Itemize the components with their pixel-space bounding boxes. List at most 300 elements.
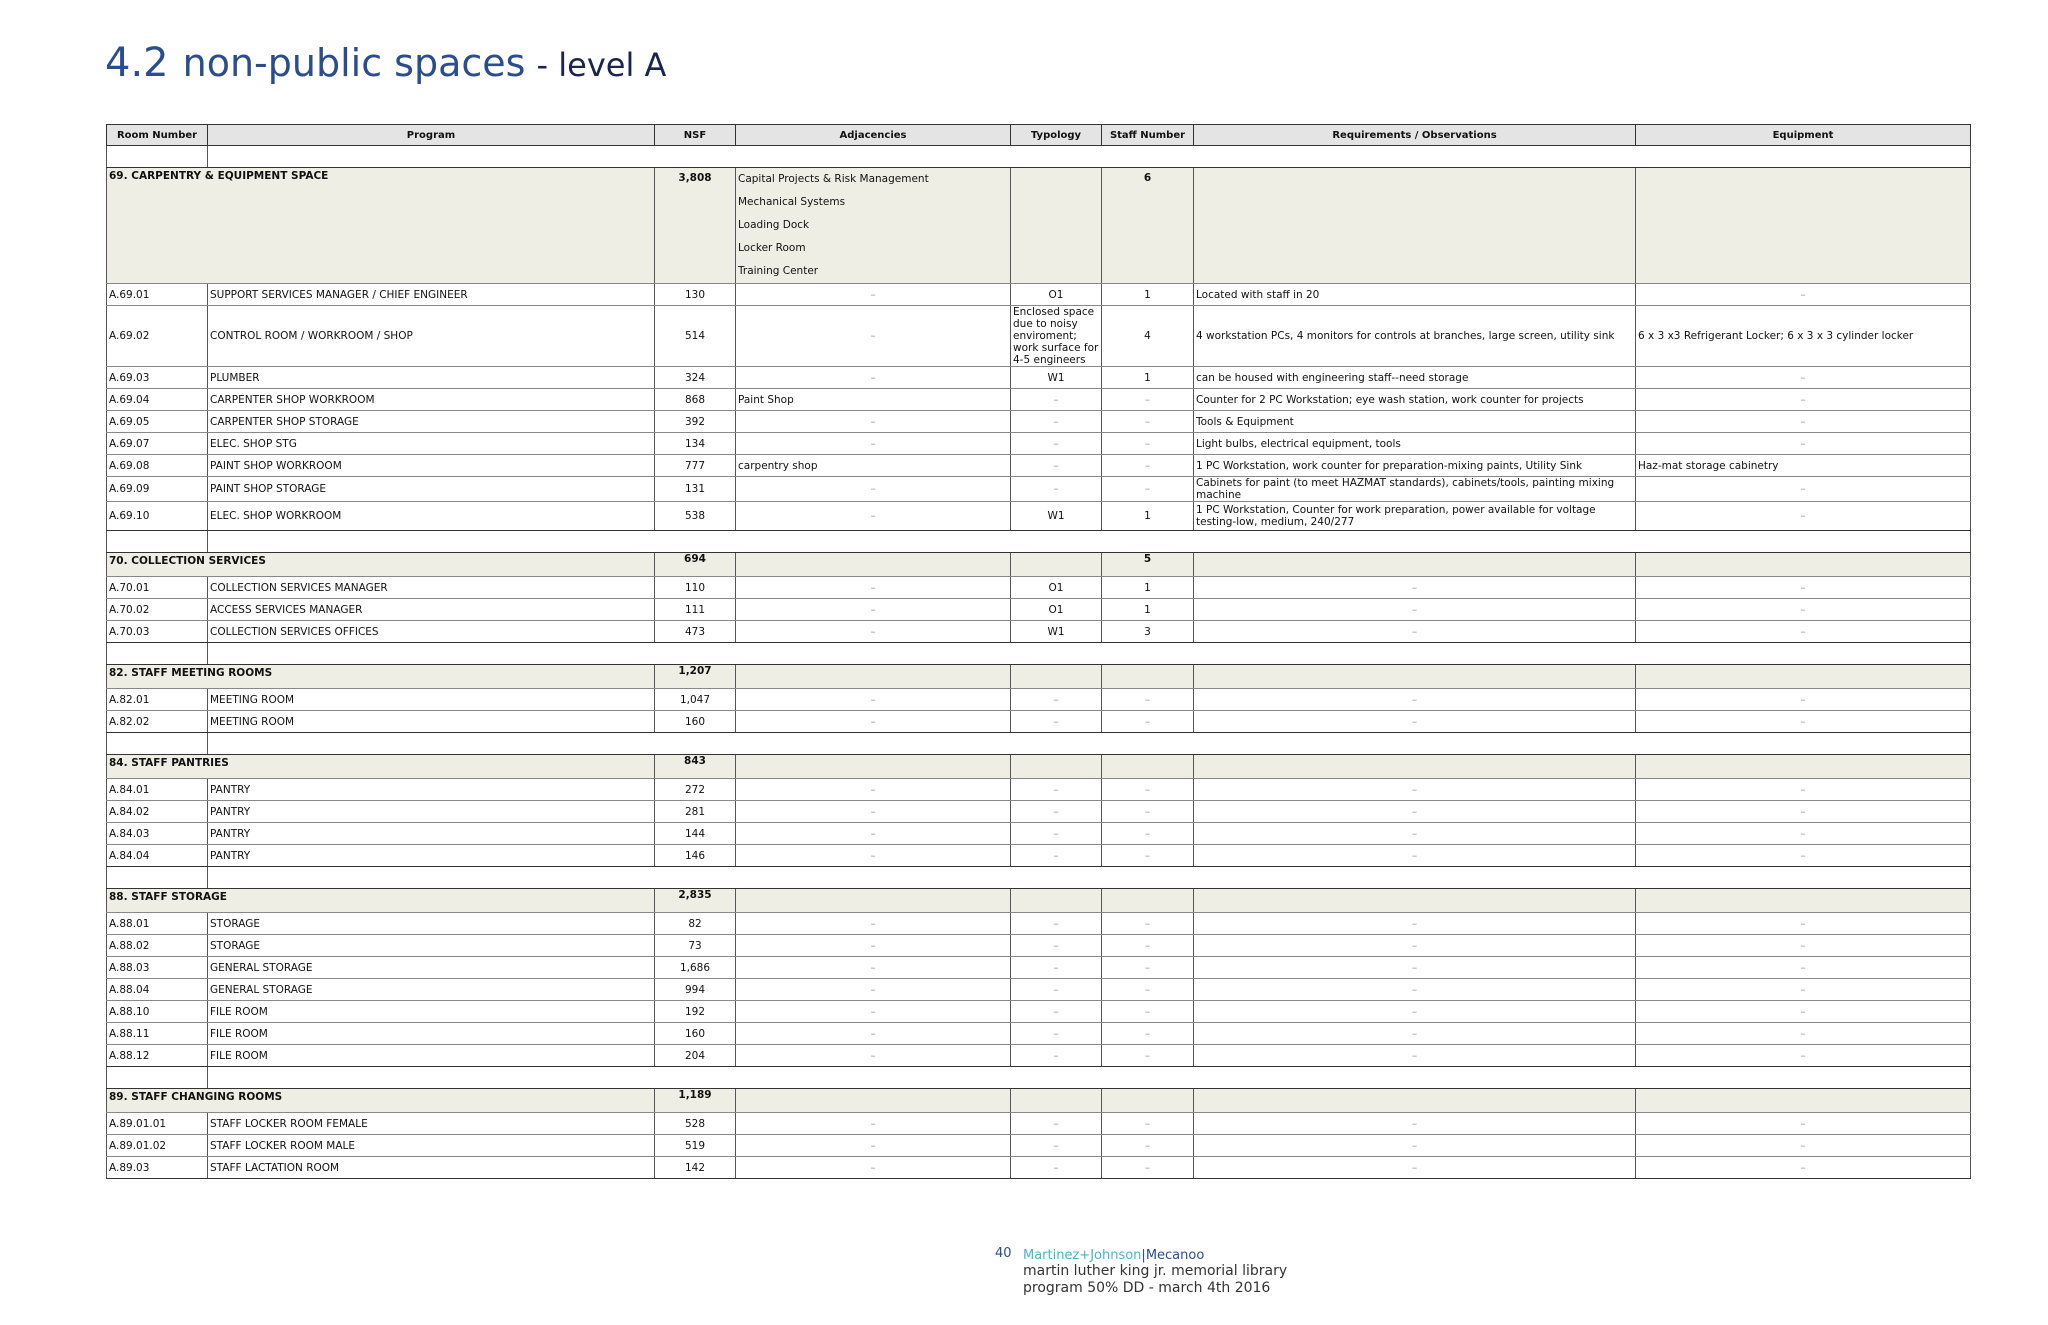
- adjacency-cell: carpentry shop: [736, 455, 1011, 477]
- room-number: A.84.02: [107, 801, 208, 823]
- typology-cell: –: [1011, 1135, 1102, 1157]
- staff-cell: 3: [1102, 621, 1194, 643]
- adjacency-cell: –: [736, 689, 1011, 711]
- footer-project: martin luther king jr. memorial library: [1023, 1263, 1288, 1279]
- table-row: [107, 621, 1971, 643]
- program-table: [106, 124, 1971, 1179]
- section-typology: [1011, 1089, 1102, 1113]
- room-number: A.84.01: [107, 779, 208, 801]
- requirements-cell: Tools & Equipment: [1194, 411, 1636, 433]
- program-name: CARPENTER SHOP STORAGE: [208, 411, 655, 433]
- nsf-value: 519: [655, 1135, 736, 1157]
- equipment-cell: –: [1636, 1001, 1971, 1023]
- room-number: A.69.03: [107, 367, 208, 389]
- spacer-cell: [208, 146, 1971, 168]
- spacer-cell: [208, 1067, 1971, 1089]
- equipment-cell: –: [1636, 1023, 1971, 1045]
- section-row: [107, 665, 1971, 689]
- room-number: A.69.01: [107, 284, 208, 306]
- table-row: [107, 599, 1971, 621]
- equipment-cell: –: [1636, 389, 1971, 411]
- spacer-row: [107, 531, 1971, 553]
- program-name: CONTROL ROOM / WORKROOM / SHOP: [208, 306, 655, 367]
- staff-cell: –: [1102, 823, 1194, 845]
- staff-cell: –: [1102, 1001, 1194, 1023]
- section-equipment: [1636, 1089, 1971, 1113]
- nsf-value: 160: [655, 1023, 736, 1045]
- program-name: STAFF LOCKER ROOM FEMALE: [208, 1113, 655, 1135]
- section-nsf: 1,207: [655, 665, 736, 689]
- adjacency-cell: –: [736, 284, 1011, 306]
- typology-cell: –: [1011, 389, 1102, 411]
- section-row: [107, 889, 1971, 913]
- equipment-cell: –: [1636, 1157, 1971, 1179]
- section-staff: [1102, 889, 1194, 913]
- section-name: 82. STAFF MEETING ROOMS: [107, 665, 655, 689]
- typology-cell: –: [1011, 477, 1102, 502]
- table-row: [107, 801, 1971, 823]
- requirements-cell: Cabinets for paint (to meet HAZMAT standards), cabinets/tools, painting mixing machine: [1194, 477, 1636, 502]
- section-row: [107, 168, 1971, 284]
- column-header: Requirements / Observations: [1194, 125, 1636, 146]
- adjacency-cell: –: [736, 621, 1011, 643]
- footer-date: program 50% DD - march 4th 2016: [1023, 1280, 1271, 1296]
- staff-cell: –: [1102, 411, 1194, 433]
- requirements-cell: –: [1194, 845, 1636, 867]
- section-number: 4.2: [105, 40, 169, 86]
- table-row: [107, 477, 1971, 502]
- typology-cell: –: [1011, 779, 1102, 801]
- program-name: STAFF LACTATION ROOM: [208, 1157, 655, 1179]
- spacer-cell: [208, 643, 1971, 665]
- table-row: [107, 284, 1971, 306]
- staff-cell: 1: [1102, 367, 1194, 389]
- program-name: FILE ROOM: [208, 1045, 655, 1067]
- table-row: [107, 367, 1971, 389]
- room-number: A.69.08: [107, 455, 208, 477]
- adjacency-cell: –: [736, 913, 1011, 935]
- program-name: ELEC. SHOP WORKROOM: [208, 502, 655, 531]
- program-name: ELEC. SHOP STG: [208, 433, 655, 455]
- equipment-cell: –: [1636, 433, 1971, 455]
- requirements-cell: –: [1194, 935, 1636, 957]
- equipment-cell: –: [1636, 1113, 1971, 1135]
- staff-cell: –: [1102, 433, 1194, 455]
- staff-cell: 1: [1102, 599, 1194, 621]
- adjacency-cell: –: [736, 779, 1011, 801]
- table-row: [107, 1157, 1971, 1179]
- room-number: A.84.03: [107, 823, 208, 845]
- program-name: PANTRY: [208, 779, 655, 801]
- adjacency-cell: –: [736, 1157, 1011, 1179]
- requirements-cell: –: [1194, 711, 1636, 733]
- room-number: A.88.10: [107, 1001, 208, 1023]
- program-name: STAFF LOCKER ROOM MALE: [208, 1135, 655, 1157]
- room-number: A.69.05: [107, 411, 208, 433]
- program-name: GENERAL STORAGE: [208, 979, 655, 1001]
- table-row: [107, 1135, 1971, 1157]
- nsf-value: 73: [655, 935, 736, 957]
- adjacency-cell: –: [736, 979, 1011, 1001]
- nsf-value: 392: [655, 411, 736, 433]
- spacer-cell: [107, 867, 208, 889]
- staff-cell: –: [1102, 389, 1194, 411]
- requirements-cell: 1 PC Workstation, Counter for work preparation, power available for voltage testing-low, medium, 240/277: [1194, 502, 1636, 531]
- section-nsf: 1,189: [655, 1089, 736, 1113]
- adjacency-cell: –: [736, 367, 1011, 389]
- spacer-row: [107, 1067, 1971, 1089]
- nsf-value: 473: [655, 621, 736, 643]
- nsf-value: 160: [655, 711, 736, 733]
- column-header: Program: [208, 125, 655, 146]
- equipment-cell: –: [1636, 284, 1971, 306]
- requirements-cell: –: [1194, 1001, 1636, 1023]
- program-name: ACCESS SERVICES MANAGER: [208, 599, 655, 621]
- equipment-cell: –: [1636, 913, 1971, 935]
- equipment-cell: –: [1636, 845, 1971, 867]
- program-name: FILE ROOM: [208, 1001, 655, 1023]
- equipment-cell: –: [1636, 979, 1971, 1001]
- section-equipment: [1636, 665, 1971, 689]
- section-typology: [1011, 755, 1102, 779]
- room-number: A.70.03: [107, 621, 208, 643]
- room-number: A.69.09: [107, 477, 208, 502]
- room-number: A.82.02: [107, 711, 208, 733]
- room-number: A.88.11: [107, 1023, 208, 1045]
- adjacency-item: Capital Projects & Risk Management: [738, 173, 929, 185]
- adjacency-cell: –: [736, 711, 1011, 733]
- section-equipment: [1636, 755, 1971, 779]
- requirements-cell: –: [1194, 913, 1636, 935]
- table-row: [107, 979, 1971, 1001]
- nsf-value: 131: [655, 477, 736, 502]
- column-header: Room Number: [107, 125, 208, 146]
- requirements-cell: 4 workstation PCs, 4 monitors for controls at branches, large screen, utility sink: [1194, 306, 1636, 367]
- nsf-value: 324: [655, 367, 736, 389]
- equipment-cell: Haz-mat storage cabinetry: [1636, 455, 1971, 477]
- section-staff: 6: [1102, 168, 1194, 284]
- staff-cell: –: [1102, 801, 1194, 823]
- requirements-cell: –: [1194, 1157, 1636, 1179]
- spacer-cell: [208, 867, 1971, 889]
- section-typology: [1011, 553, 1102, 577]
- nsf-value: 528: [655, 1113, 736, 1135]
- program-name: PAINT SHOP STORAGE: [208, 477, 655, 502]
- firm-name-1: Martinez+Johnson: [1023, 1248, 1142, 1263]
- staff-cell: –: [1102, 1045, 1194, 1067]
- adjacency-cell: –: [736, 1113, 1011, 1135]
- section-name: 88. STAFF STORAGE: [107, 889, 655, 913]
- adjacency-cell: –: [736, 433, 1011, 455]
- program-name: PLUMBER: [208, 367, 655, 389]
- adjacency-item: Training Center: [738, 265, 819, 277]
- room-number: A.69.07: [107, 433, 208, 455]
- adjacency-cell: –: [736, 1135, 1011, 1157]
- adjacency-cell: –: [736, 411, 1011, 433]
- requirements-cell: can be housed with engineering staff--need storage: [1194, 367, 1636, 389]
- table-row: [107, 306, 1971, 367]
- section-typology: [1011, 665, 1102, 689]
- section-staff: 5: [1102, 553, 1194, 577]
- typology-cell: Enclosed space due to noisy enviroment; work surface for 4-5 engineers: [1011, 306, 1102, 367]
- room-number: A.88.01: [107, 913, 208, 935]
- staff-cell: –: [1102, 913, 1194, 935]
- program-name: COLLECTION SERVICES MANAGER: [208, 577, 655, 599]
- spacer-row: [107, 146, 1971, 168]
- room-number: A.88.02: [107, 935, 208, 957]
- table-row: [107, 1001, 1971, 1023]
- section-typology: [1011, 889, 1102, 913]
- requirements-cell: 1 PC Workstation, work counter for preparation-mixing paints, Utility Sink: [1194, 455, 1636, 477]
- typology-cell: –: [1011, 433, 1102, 455]
- spacer-cell: [107, 146, 208, 168]
- section-row: [107, 553, 1971, 577]
- requirements-cell: –: [1194, 823, 1636, 845]
- adjacency-cell: –: [736, 306, 1011, 367]
- section-requirements: [1194, 553, 1636, 577]
- page-number: 40: [995, 1246, 1012, 1261]
- requirements-cell: –: [1194, 1045, 1636, 1067]
- spacer-row: [107, 733, 1971, 755]
- equipment-cell: –: [1636, 1135, 1971, 1157]
- nsf-value: 204: [655, 1045, 736, 1067]
- section-requirements: [1194, 889, 1636, 913]
- section-staff: [1102, 755, 1194, 779]
- staff-cell: 4: [1102, 306, 1194, 367]
- typology-cell: –: [1011, 1045, 1102, 1067]
- section-nsf: 2,835: [655, 889, 736, 913]
- room-number: A.88.12: [107, 1045, 208, 1067]
- nsf-value: 994: [655, 979, 736, 1001]
- program-name: COLLECTION SERVICES OFFICES: [208, 621, 655, 643]
- adjacency-cell: –: [736, 935, 1011, 957]
- program-name: STORAGE: [208, 913, 655, 935]
- section-name: 70. COLLECTION SERVICES: [107, 553, 655, 577]
- equipment-cell: –: [1636, 367, 1971, 389]
- room-number: A.89.01.02: [107, 1135, 208, 1157]
- page-title: [105, 40, 666, 86]
- section-adjacencies: [736, 168, 1011, 284]
- typology-cell: –: [1011, 711, 1102, 733]
- nsf-value: 144: [655, 823, 736, 845]
- room-number: A.88.04: [107, 979, 208, 1001]
- spacer-cell: [107, 733, 208, 755]
- program-name: SUPPORT SERVICES MANAGER / CHIEF ENGINEER: [208, 284, 655, 306]
- room-number: A.70.02: [107, 599, 208, 621]
- program-name: PANTRY: [208, 845, 655, 867]
- section-nsf: 694: [655, 553, 736, 577]
- requirements-cell: –: [1194, 1135, 1636, 1157]
- typology-cell: –: [1011, 1113, 1102, 1135]
- column-header: Equipment: [1636, 125, 1971, 146]
- adjacency-cell: –: [736, 957, 1011, 979]
- table-header: [107, 125, 1971, 146]
- section-requirements: [1194, 755, 1636, 779]
- section-row: [107, 755, 1971, 779]
- adjacency-cell: –: [736, 823, 1011, 845]
- section-adjacencies: [736, 553, 1011, 577]
- staff-cell: –: [1102, 1023, 1194, 1045]
- staff-cell: –: [1102, 957, 1194, 979]
- staff-cell: –: [1102, 1157, 1194, 1179]
- equipment-cell: –: [1636, 577, 1971, 599]
- column-header: NSF: [655, 125, 736, 146]
- typology-cell: –: [1011, 913, 1102, 935]
- section-staff: [1102, 665, 1194, 689]
- adjacency-cell: –: [736, 502, 1011, 531]
- spacer-cell: [107, 1067, 208, 1089]
- spacer-cell: [208, 733, 1971, 755]
- adjacency-cell: –: [736, 845, 1011, 867]
- requirements-cell: –: [1194, 1023, 1636, 1045]
- staff-cell: 1: [1102, 502, 1194, 531]
- nsf-value: 110: [655, 577, 736, 599]
- table-row: [107, 1045, 1971, 1067]
- typology-cell: –: [1011, 979, 1102, 1001]
- typology-cell: O1: [1011, 577, 1102, 599]
- table-row: [107, 845, 1971, 867]
- room-number: A.84.04: [107, 845, 208, 867]
- equipment-cell: –: [1636, 779, 1971, 801]
- staff-cell: –: [1102, 1113, 1194, 1135]
- table-row: [107, 502, 1971, 531]
- typology-cell: –: [1011, 801, 1102, 823]
- equipment-cell: –: [1636, 689, 1971, 711]
- room-number: A.69.04: [107, 389, 208, 411]
- room-number: A.89.03: [107, 1157, 208, 1179]
- nsf-value: 111: [655, 599, 736, 621]
- staff-cell: –: [1102, 779, 1194, 801]
- program-name: PANTRY: [208, 801, 655, 823]
- equipment-cell: –: [1636, 1045, 1971, 1067]
- section-equipment: [1636, 889, 1971, 913]
- section-name: 69. CARPENTRY & EQUIPMENT SPACE: [107, 168, 655, 284]
- nsf-value: 192: [655, 1001, 736, 1023]
- requirements-cell: –: [1194, 1113, 1636, 1135]
- equipment-cell: –: [1636, 823, 1971, 845]
- adjacency-cell: –: [736, 599, 1011, 621]
- table-row: [107, 577, 1971, 599]
- typology-cell: –: [1011, 1157, 1102, 1179]
- room-number: A.82.01: [107, 689, 208, 711]
- section-requirements: [1194, 665, 1636, 689]
- room-number: A.69.10: [107, 502, 208, 531]
- requirements-cell: –: [1194, 599, 1636, 621]
- spacer-row: [107, 867, 1971, 889]
- nsf-value: 281: [655, 801, 736, 823]
- section-equipment: [1636, 168, 1971, 284]
- table-row: [107, 779, 1971, 801]
- staff-cell: –: [1102, 711, 1194, 733]
- equipment-cell: –: [1636, 801, 1971, 823]
- section-nsf: 3,808: [655, 168, 736, 284]
- table-row: [107, 1113, 1971, 1135]
- section-adjacencies: [736, 755, 1011, 779]
- typology-cell: –: [1011, 935, 1102, 957]
- requirements-cell: Located with staff in 20: [1194, 284, 1636, 306]
- section-name: 89. STAFF CHANGING ROOMS: [107, 1089, 655, 1113]
- program-name: STORAGE: [208, 935, 655, 957]
- title-text: non-public spaces: [182, 41, 526, 85]
- table-row: [107, 823, 1971, 845]
- adjacency-cell: –: [736, 477, 1011, 502]
- table-row: [107, 433, 1971, 455]
- typology-cell: –: [1011, 1001, 1102, 1023]
- section-name: 84. STAFF PANTRIES: [107, 755, 655, 779]
- room-number: A.88.03: [107, 957, 208, 979]
- nsf-value: 1,686: [655, 957, 736, 979]
- typology-cell: –: [1011, 455, 1102, 477]
- nsf-value: 777: [655, 455, 736, 477]
- staff-cell: 1: [1102, 577, 1194, 599]
- program-name: MEETING ROOM: [208, 689, 655, 711]
- title-level: - level A: [536, 46, 667, 84]
- section-typology: [1011, 168, 1102, 284]
- firm-separator: |: [1141, 1248, 1146, 1263]
- column-header: Staff Number: [1102, 125, 1194, 146]
- nsf-value: 538: [655, 502, 736, 531]
- adjacency-item: Locker Room: [738, 242, 806, 254]
- equipment-cell: –: [1636, 477, 1971, 502]
- adjacency-cell: –: [736, 1023, 1011, 1045]
- spacer-cell: [208, 531, 1971, 553]
- section-nsf: 843: [655, 755, 736, 779]
- typology-cell: –: [1011, 823, 1102, 845]
- requirements-cell: –: [1194, 979, 1636, 1001]
- equipment-cell: –: [1636, 711, 1971, 733]
- firm-name-2: Mecanoo: [1145, 1248, 1205, 1263]
- staff-cell: –: [1102, 455, 1194, 477]
- requirements-cell: –: [1194, 801, 1636, 823]
- equipment-cell: –: [1636, 411, 1971, 433]
- requirements-cell: –: [1194, 779, 1636, 801]
- section-equipment: [1636, 553, 1971, 577]
- staff-cell: –: [1102, 477, 1194, 502]
- typology-cell: O1: [1011, 284, 1102, 306]
- requirements-cell: –: [1194, 689, 1636, 711]
- room-number: A.70.01: [107, 577, 208, 599]
- staff-cell: –: [1102, 1135, 1194, 1157]
- typology-cell: W1: [1011, 502, 1102, 531]
- staff-cell: –: [1102, 979, 1194, 1001]
- column-header: Adjacencies: [736, 125, 1011, 146]
- table-row: [107, 455, 1971, 477]
- table-row: [107, 411, 1971, 433]
- section-staff: [1102, 1089, 1194, 1113]
- nsf-value: 134: [655, 433, 736, 455]
- typology-cell: –: [1011, 845, 1102, 867]
- room-number: A.89.01.01: [107, 1113, 208, 1135]
- spacer-cell: [107, 643, 208, 665]
- equipment-cell: –: [1636, 599, 1971, 621]
- nsf-value: 272: [655, 779, 736, 801]
- equipment-cell: –: [1636, 621, 1971, 643]
- adjacency-cell: –: [736, 801, 1011, 823]
- section-adjacencies: [736, 889, 1011, 913]
- typology-cell: –: [1011, 689, 1102, 711]
- requirements-cell: –: [1194, 621, 1636, 643]
- nsf-value: 1,047: [655, 689, 736, 711]
- table-row: [107, 1023, 1971, 1045]
- adjacency-item: Mechanical Systems: [738, 196, 846, 208]
- spacer-cell: [107, 531, 208, 553]
- section-adjacencies: [736, 1089, 1011, 1113]
- spacer-row: [107, 643, 1971, 665]
- typology-cell: W1: [1011, 621, 1102, 643]
- equipment-cell: –: [1636, 502, 1971, 531]
- requirements-cell: Light bulbs, electrical equipment, tools: [1194, 433, 1636, 455]
- equipment-cell: –: [1636, 935, 1971, 957]
